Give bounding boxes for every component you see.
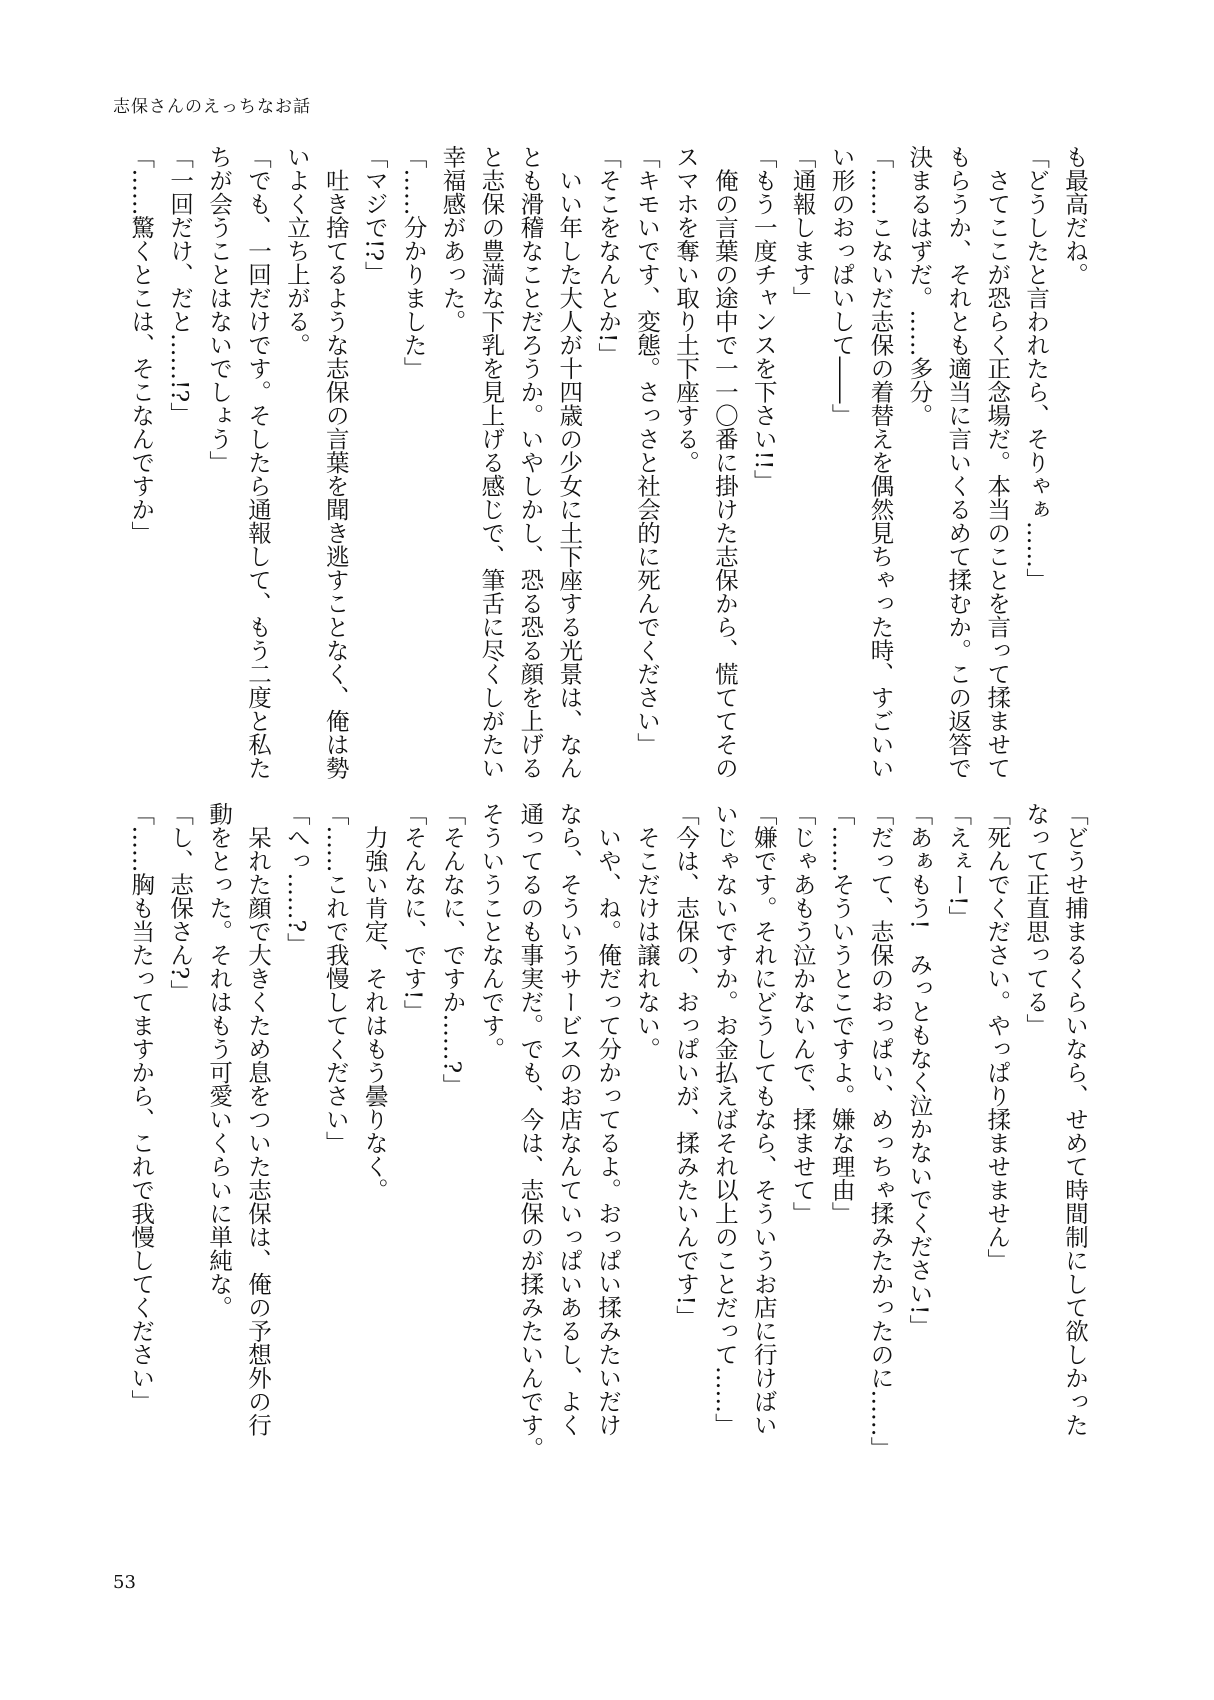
text-line: 「でも、一回だけです。そしたら通報して、もう二度と私た — [243, 145, 272, 780]
text-line: 「し、志保さん?」 — [166, 802, 195, 1003]
text-line: 吐き捨てるような志保の言葉を聞き逃すことなく、俺は勢 — [321, 145, 350, 780]
text-line: 「……驚くとこは、そこなんですか」 — [127, 145, 156, 545]
text-line: 力強い肯定、それはもう曇りなく。 — [360, 802, 389, 1202]
text-line: 「今は、志保の、おっぱいが、揉みたいんです!」 — [671, 802, 700, 1329]
text-line: 「……胸も当たってますから、これで我慢してください」 — [127, 802, 156, 1413]
text-line: 「……こないだ志保の着替えを偶然見ちゃった時、すごいい — [866, 145, 895, 780]
text-line: 「キモいです、変態。さっさと社会的に死んでください」 — [633, 145, 662, 756]
text-line: 「そんなに、です!」 — [399, 802, 428, 1023]
text-line: 「嫌です。それにどうしてもなら、そういうお店に行けばい — [749, 802, 778, 1437]
text-line: なら、そういうサービスのお店なんていっぱいあるし、よく — [555, 802, 584, 1437]
text-block-lower — [119, 802, 1094, 1460]
text-line: いや、ね。俺だって分かってるよ。おっぱい揉みたいだけ — [594, 802, 623, 1437]
text-line: 通ってるのも事実だ。でも、今は、志保のが揉みたいんです。 — [516, 802, 545, 1460]
text-line: 「……そういうとこですよ。嫌な理由」 — [827, 802, 856, 1225]
text-line: いい年した大人が十四歳の少女に土下座する光景は、なん — [555, 145, 584, 780]
text-line: いじゃないですか。お金払えばそれ以上のことだって……」 — [710, 802, 739, 1437]
text-line: そこだけは譲れない。 — [633, 802, 662, 1061]
text-line: 「通報します」 — [788, 145, 817, 310]
text-line: 「そこをなんとか!」 — [594, 145, 623, 366]
text-line: 「……分かりました」 — [399, 145, 428, 380]
text-line: 「どうせ捕まるくらいなら、せめて時間制にして欲しかった — [1061, 802, 1089, 1437]
text-line: い形のおっぱいして――」 — [827, 145, 856, 427]
text-line: なって正直思ってる」 — [1022, 802, 1051, 1037]
text-line: スマホを奪い取り土下座する。 — [671, 145, 700, 474]
text-line: いよく立ち上がる。 — [282, 145, 311, 357]
running-head-title: 志保さんのえっちなお話 — [113, 97, 311, 117]
text-line: と志保の豊満な下乳を見上げる感じで、筆舌に尽くしがたい — [477, 145, 506, 780]
text-line: ちが会うことはないでしょう」 — [205, 145, 234, 474]
text-line: さてここが恐らく正念場だ。本当のことを言って揉ませて — [983, 145, 1012, 780]
text-line: 呆れた顔で大きくため息をついた志保は、俺の予想外の行 — [243, 802, 272, 1437]
text-line: 「そんなに、ですか……?」 — [438, 802, 467, 1097]
text-line: 幸福感があった。 — [438, 145, 467, 333]
text-line: 「どうしたと言われたら、そりゃぁ……」 — [1022, 145, 1051, 592]
text-block-upper — [119, 145, 1094, 795]
text-line: 「死んでください。やっぱり揉ませません」 — [983, 802, 1012, 1272]
text-line: 俺の言葉の途中で一一〇番に掛けた志保から、慌ててその — [710, 145, 739, 780]
text-line: もらうか、それとも適当に言いくるめて揉むか。この返答で — [944, 145, 973, 780]
text-line: 「あぁもう! みっともなく泣かないでください!」 — [905, 802, 934, 1338]
text-line: 「マジで!?」 — [360, 145, 389, 285]
text-line: 「もう一度チャンスを下さい!!」 — [749, 145, 778, 493]
text-line: 「だって、志保のおっぱい、めっちゃ揉みたかったのに……」 — [866, 802, 895, 1460]
text-line: そういうことなんです。 — [477, 802, 506, 1061]
page-number: 53 — [113, 1572, 136, 1593]
text-line: 「一回だけ、だと……!?」 — [166, 145, 195, 426]
text-line: 「へっ……?」 — [282, 802, 311, 956]
text-line: も最高だね。 — [1061, 145, 1089, 286]
text-line: 「じゃあもう泣かないんで、揉ませて」 — [788, 802, 817, 1225]
text-line: 動をとった。それはもう可愛いくらいに単純な。 — [205, 802, 234, 1319]
text-line: 「……これで我慢してください」 — [321, 802, 350, 1155]
text-line: 決まるはずだ。……多分。 — [905, 145, 934, 427]
text-line: とも滑稽なことだろうか。いやしかし、恐る恐る顔を上げる — [516, 145, 545, 780]
text-line: 「えぇー!」 — [944, 802, 973, 929]
